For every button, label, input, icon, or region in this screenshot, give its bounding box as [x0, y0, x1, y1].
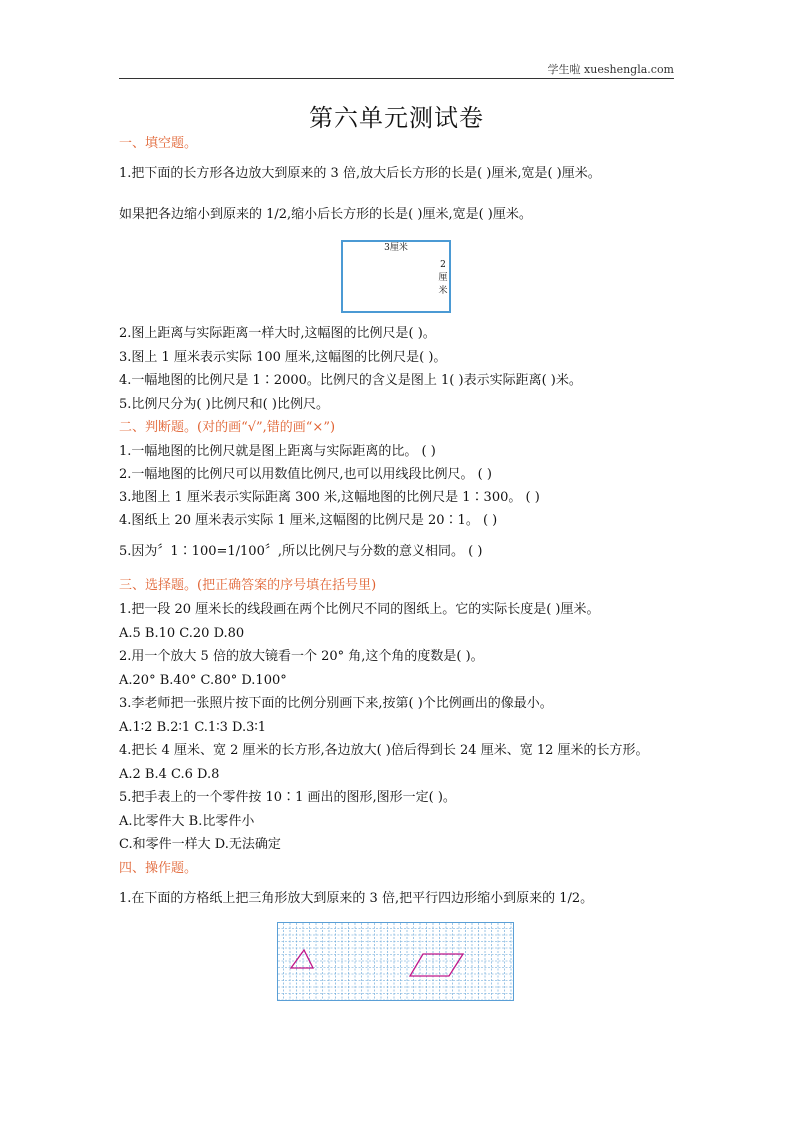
question-1-3: 3.图上 1 厘米表示实际 100 厘米,这幅图的比例尺是( )。 — [119, 350, 447, 365]
question-1-2: 2.图上距离与实际距离一样大时,这幅图的比例尺是( )。 — [119, 326, 436, 341]
question-3-5-options-cd: C.和零件一样大 D.无法确定 — [119, 837, 281, 852]
question-3-5: 5.把手表上的一个零件按 10∶1 画出的图形,图形一定( )。 — [119, 790, 456, 805]
header-rule — [119, 78, 674, 79]
question-2-3: 3.地图上 1 厘米表示实际距离 300 米,这幅地图的比例尺是 1∶300。 ( ) — [119, 490, 540, 505]
question-3-4-options: A.2 B.4 C.6 D.8 — [119, 767, 220, 782]
question-3-3-options: A.1∶2 B.2∶1 C.1∶3 D.3∶1 — [119, 720, 267, 735]
page-title: 第六单元测试卷 — [309, 104, 484, 132]
question-3-4: 4.把长 4 厘米、宽 2 厘米的长方形,各边放大( )倍后得到长 24 厘米、宽 12 厘米的长方形。 — [119, 743, 649, 758]
question-2-4: 4.图纸上 20 厘米表示实际 1 厘米,这幅图的比例尺是 20∶1。 ( ) — [119, 513, 498, 528]
question-1-5: 5.比例尺分为( )比例尺和( )比例尺。 — [119, 397, 329, 412]
rectangle-length-label: 3厘米 — [384, 243, 408, 253]
question-3-3: 3.李老师把一张照片按下面的比例分别画下来,按第( )个比例画出的像最小。 — [119, 696, 553, 711]
question-1-1a: 1.把下面的长方形各边放大到原来的 3 倍,放大后长方形的长是( )厘米,宽是( )厘米。 — [119, 166, 601, 181]
grid-paper — [277, 922, 514, 1001]
question-3-2: 2.用一个放大 5 倍的放大镜看一个 20° 角,这个角的度数是( )。 — [119, 649, 484, 664]
question-3-5-options-ab: A.比零件大 B.比零件小 — [119, 814, 255, 829]
question-2-5: 5.因为〞1∶100=1/100〞,所以比例尺与分数的意义相同。 ( ) — [119, 544, 483, 559]
section-heading-fill-in: 一、填空题。 — [119, 136, 198, 151]
width-label-char: 2 — [440, 260, 446, 270]
question-1-1b: 如果把各边缩小到原来的 1/2,缩小后长方形的长是( )厘米,宽是( )厘米。 — [119, 207, 532, 222]
question-3-2-options: A.20° B.40° C.80° D.100° — [119, 673, 287, 688]
rectangle-figure — [341, 240, 451, 313]
section-heading-true-false: 二、判断题。(对的画“√”,错的画“×”) — [119, 420, 336, 435]
question-3-1-options: A.5 B.10 C.20 D.80 — [119, 626, 245, 641]
site-watermark: 学生啦 xueshengla.com — [547, 63, 674, 76]
section-heading-multiple-choice: 三、选择题。(把正确答案的序号填在括号里) — [119, 578, 377, 593]
rectangle-width-label — [438, 259, 448, 298]
question-2-2: 2.一幅地图的比例尺可以用数值比例尺,也可以用线段比例尺。 ( ) — [119, 467, 492, 482]
question-2-1: 1.一幅地图的比例尺就是图上距离与实际距离的比。 ( ) — [119, 444, 436, 459]
question-4-1: 1.在下面的方格纸上把三角形放大到原来的 3 倍,把平行四边形缩小到原来的 1/2。 — [119, 891, 594, 906]
question-3-1: 1.把一段 20 厘米长的线段画在两个比例尺不同的图纸上。它的实际长度是( )厘米。 — [119, 602, 600, 617]
section-heading-operation: 四、操作题。 — [119, 861, 198, 876]
width-label-char: 厘 — [438, 273, 448, 283]
width-label-char: 米 — [438, 286, 448, 296]
question-1-4: 4.一幅地图的比例尺是 1∶2000。比例尺的含义是图上 1( )表示实际距离( )米。 — [119, 373, 582, 388]
